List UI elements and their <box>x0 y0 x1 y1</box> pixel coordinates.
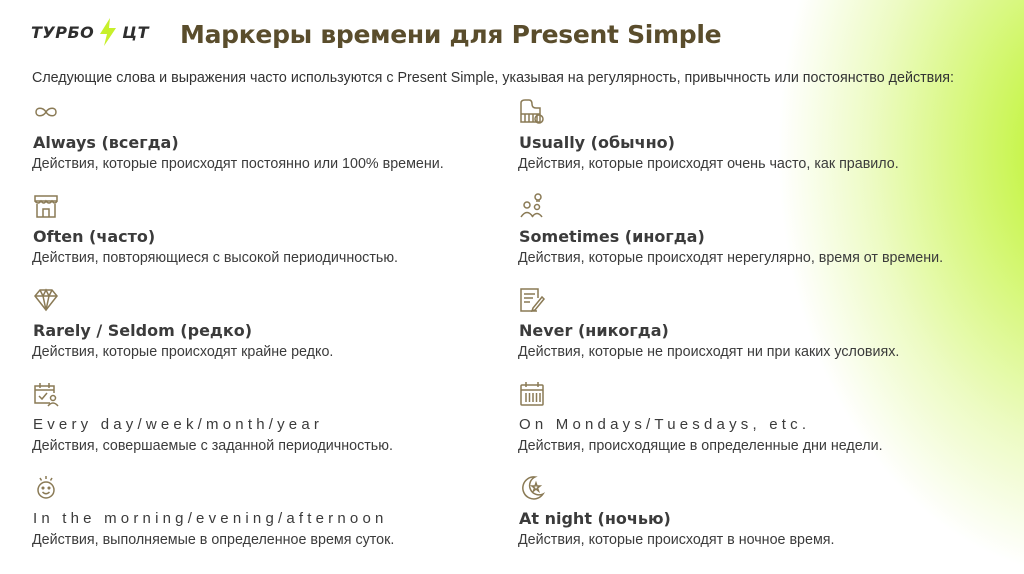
sun-face-icon <box>32 474 60 502</box>
marker-at-night <box>518 474 988 548</box>
marker-always <box>32 98 502 172</box>
marker-every <box>32 380 502 454</box>
marker-description: Действия, которые происходят постоянно или 100% времени. <box>32 156 444 172</box>
calendar-icon <box>518 380 546 408</box>
marker-heading: On Mondays/Tuesdays, etc. <box>519 416 811 433</box>
calendar-user-icon <box>32 380 60 408</box>
marker-heading: Rarely / Seldom (редко) <box>33 321 253 340</box>
lightning-bolt-icon <box>97 17 119 47</box>
marker-heading: Often (часто) <box>33 227 156 246</box>
document-pen-icon <box>518 286 546 314</box>
marker-sometimes <box>518 192 988 266</box>
piano-icon <box>518 98 546 126</box>
marker-description: Действия, которые не происходят ни при каких условиях. <box>518 344 900 360</box>
diamond-icon <box>32 286 60 314</box>
marker-description: Действия, выполняемые в определенное время суток. <box>32 532 395 548</box>
marker-description: Действия, происходящие в определенные дни недели. <box>518 438 883 454</box>
marker-rarely <box>32 286 502 360</box>
marker-heading: At night (ночью) <box>519 509 671 528</box>
marker-heading: Usually (обычно) <box>519 133 675 152</box>
marker-time-of-day <box>32 474 502 548</box>
shop-icon <box>32 192 60 220</box>
marker-description: Действия, повторяющиеся с высокой периодичностью. <box>32 250 399 266</box>
marker-often <box>32 192 502 266</box>
people-idea-icon <box>518 192 546 220</box>
logo-text-left: ТУРБО <box>31 22 95 42</box>
marker-heading: Every day/week/month/year <box>33 416 324 433</box>
marker-description: Действия, которые происходят в ночное время. <box>518 532 835 548</box>
logo-text-right: ЦТ <box>122 22 150 42</box>
marker-heading: Sometimes (иногда) <box>519 227 705 246</box>
marker-description: Действия, которые происходят крайне редко. <box>32 344 334 360</box>
marker-description: Действия, совершаемые с заданной периодичностью. <box>32 438 393 454</box>
marker-heading: In the morning/evening/afternoon <box>33 510 388 527</box>
marker-description: Действия, которые происходят нерегулярно, время от времени. <box>518 250 944 266</box>
marker-never <box>518 286 988 360</box>
marker-usually <box>518 98 988 172</box>
marker-heading: Never (никогда) <box>519 321 669 340</box>
page-title: Маркеры времени для Present Simple <box>180 20 722 49</box>
moon-star-icon <box>518 474 546 502</box>
marker-weekdays <box>518 380 988 454</box>
marker-heading: Always (всегда) <box>33 133 179 152</box>
marker-description: Действия, которые происходят очень часто, как правило. <box>518 156 899 172</box>
infinity-icon <box>32 98 60 126</box>
logo <box>31 17 149 47</box>
intro-text: Следующие слова и выражения часто используются с Present Simple, указывая на регулярность, привычность или постоянство действия: <box>32 70 954 86</box>
